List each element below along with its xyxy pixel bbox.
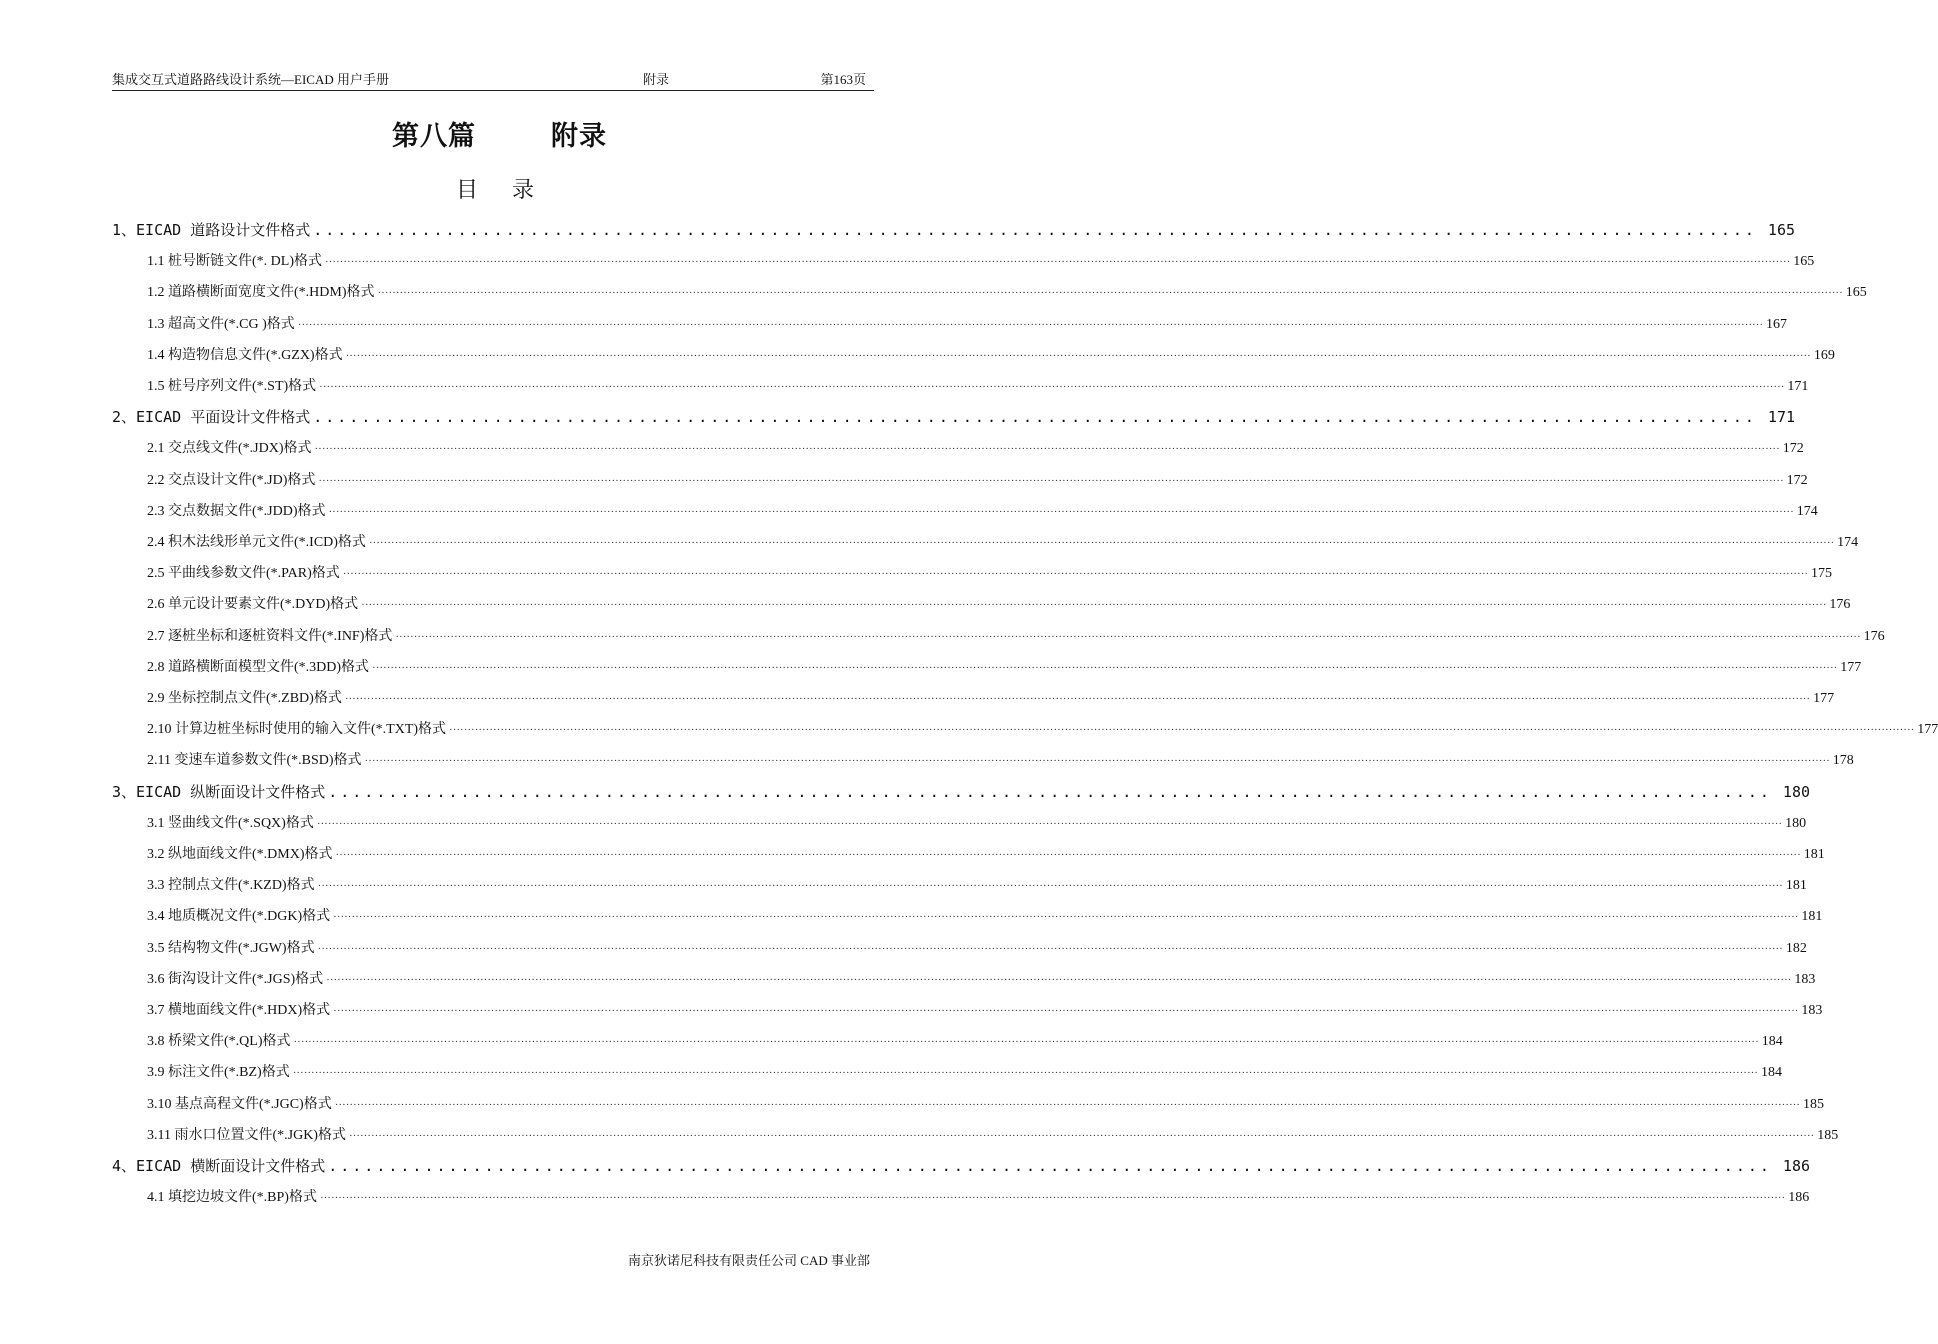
toc-entry-label: 2.2 交点设计文件(*.JD)格式 <box>147 473 316 488</box>
toc-entry-page: 183 <box>1794 972 1816 987</box>
toc-subsection-entry[interactable] <box>147 344 1835 364</box>
dot-leader: ················································································································································································································································································································································································································ <box>319 381 1785 393</box>
toc-entry-page: 186 <box>1788 1190 1810 1205</box>
toc-entry-page: 174 <box>1796 504 1818 519</box>
toc-entry-page: 176 <box>1863 629 1885 644</box>
toc-entry-page: 183 <box>1801 1003 1823 1018</box>
dot-leader: ················································································································································································································································································································································································································ <box>293 1036 1759 1048</box>
toc-subsection-entry[interactable] <box>147 874 1807 894</box>
toc-subsection-entry[interactable] <box>147 843 1825 863</box>
toc-entry-page: 181 <box>1785 878 1807 893</box>
toc-subsection-entry[interactable] <box>147 937 1807 957</box>
page-footer: 南京狄诺尼科技有限责任公司 CAD 事业部 <box>628 1253 870 1268</box>
toc-entry-page: 180 <box>1782 783 1811 801</box>
dot-leader: ........................................................................................................................ <box>313 221 1757 239</box>
dot-leader: ················································································································································································································································································································································································································ <box>449 724 1915 736</box>
dot-leader: ················································································································································································································································································································································································································ <box>317 880 1783 892</box>
dot-leader: ················································································································································································································································································································································································································ <box>364 755 1830 767</box>
toc-entry-page: 182 <box>1785 941 1807 956</box>
toc-subsection-entry[interactable] <box>147 749 1854 769</box>
toc-entry-label: 1.2 道路横断面宽度文件(*.HDM)格式 <box>147 285 375 300</box>
toc-entry-label: 2、EICAD 平面设计文件格式 <box>112 408 311 426</box>
toc-entry-label: 3.5 结构物文件(*.JGW)格式 <box>147 941 315 956</box>
toc-heading: 目录 <box>456 178 569 203</box>
toc-entry-page: 165 <box>1793 254 1815 269</box>
toc-subsection-entry[interactable] <box>147 1061 1782 1081</box>
toc-entry-page: 177 <box>1917 722 1938 737</box>
dot-leader: ........................................................................................................................ <box>328 783 1772 801</box>
toc-entry-page: 171 <box>1787 379 1809 394</box>
toc-entry-label: 2.3 交点数据文件(*.JDD)格式 <box>147 504 326 519</box>
dot-leader: ················································································································································································································································································································································································································ <box>316 818 1783 830</box>
toc-entry-label: 2.1 交点线文件(*.JDX)格式 <box>147 441 312 456</box>
toc-entry-label: 2.4 积木法线形单元文件(*.ICD)格式 <box>147 535 366 550</box>
toc-entry-page: 184 <box>1761 1034 1783 1049</box>
dot-leader: ················································································································································································································································································································································································································ <box>314 443 1780 455</box>
dot-leader: ················································································································································································································································································································································································································ <box>368 537 1835 549</box>
dot-leader: ················································································································································································································································································································································································································ <box>361 599 1827 611</box>
dot-leader: ················································································································································································································································································································································································································ <box>335 849 1801 861</box>
dot-leader: ················································································································································································································································································································································································································ <box>318 475 1784 487</box>
toc-entry-page: 172 <box>1782 441 1804 456</box>
toc-entry-label: 3.7 横地面线文件(*.HDX)格式 <box>147 1003 331 1018</box>
dot-leader: ················································································································································································································································································································································································································ <box>317 943 1783 955</box>
toc-entry-page: 178 <box>1832 753 1854 768</box>
toc-section-entry[interactable] <box>112 219 1796 240</box>
toc-entry-page: 180 <box>1785 816 1807 831</box>
toc-entry-page: 181 <box>1803 847 1825 862</box>
toc-entry-page: 184 <box>1760 1065 1782 1080</box>
toc-subsection-entry[interactable] <box>147 905 1823 925</box>
toc-entry-label: 3.4 地质概况文件(*.DGK)格式 <box>147 909 331 924</box>
toc-entry-page: 174 <box>1837 535 1859 550</box>
dot-leader: ················································································································································································································································································································································································································ <box>345 350 1811 362</box>
dot-leader: ················································································································································································································································································································································································································ <box>333 911 1799 923</box>
dot-leader: ........................................................................................................................ <box>328 1157 1772 1175</box>
toc-subsection-entry[interactable] <box>147 687 1835 707</box>
toc-subsection-entry[interactable] <box>147 1093 1824 1113</box>
toc-subsection-entry[interactable] <box>147 250 1815 270</box>
toc-entry-page: 186 <box>1782 1157 1811 1175</box>
toc-subsection-entry[interactable] <box>147 718 1938 738</box>
toc-entry-label: 2.9 坐标控制点文件(*.ZBD)格式 <box>147 691 342 706</box>
toc-section-entry[interactable] <box>112 781 1811 802</box>
toc-entry-label: 1.1 桩号断链文件(*. DL)格式 <box>147 254 322 269</box>
dot-leader: ················································································································································································································································································································································································································ <box>344 693 1811 705</box>
toc-entry-label: 1.3 超高文件(*.CG )格式 <box>147 317 295 332</box>
toc-entry-page: 185 <box>1802 1097 1824 1112</box>
toc-entry-label: 2.11 变速车道参数文件(*.BSD)格式 <box>147 753 362 768</box>
header-manual-title: 集成交互式道路路线设计系统—EICAD 用户手册 <box>112 72 389 87</box>
toc-entry-page: 169 <box>1813 348 1835 363</box>
toc-entry-label: 1.5 桩号序列文件(*.ST)格式 <box>147 379 317 394</box>
toc-entry-page: 165 <box>1767 221 1796 239</box>
toc-entry-page: 167 <box>1766 317 1788 332</box>
toc-entry-label: 2.7 逐桩坐标和逐桩资料文件(*.INF)格式 <box>147 629 393 644</box>
toc-entry-label: 4.1 填挖边坡文件(*.BP)格式 <box>147 1190 317 1205</box>
dot-leader: ················································································································································································································································································································································································································ <box>328 506 1794 518</box>
toc-section-entry[interactable] <box>112 1155 1811 1176</box>
toc-entry-page: 165 <box>1845 285 1867 300</box>
dot-leader: ················································································································································································································································································································································································································ <box>326 974 1792 986</box>
dot-leader: ················································································································································································································································································································································································································ <box>342 568 1809 580</box>
dot-leader: ················································································································································································································································································································································································································ <box>377 287 1843 299</box>
toc-subsection-entry[interactable] <box>147 437 1804 457</box>
dot-leader: ················································································································································································································································································································································································································ <box>372 662 1838 674</box>
dot-leader: ················································································································································································································································································································································································································ <box>333 1005 1799 1017</box>
toc-entry-page: 176 <box>1829 597 1851 612</box>
toc-entry-page: 177 <box>1840 660 1862 675</box>
toc-subsection-entry[interactable] <box>147 1124 1839 1144</box>
toc-entry-label: 3、EICAD 纵断面设计文件格式 <box>112 783 326 801</box>
toc-entry-label: 1、EICAD 道路设计文件格式 <box>112 221 311 239</box>
dot-leader: ················································································································································································································································································································································································································ <box>319 1192 1786 1204</box>
toc-entry-label: 3.9 标注文件(*.BZ)格式 <box>147 1065 290 1080</box>
toc-entry-page: 185 <box>1817 1128 1839 1143</box>
toc-subsection-entry[interactable] <box>147 562 1833 582</box>
header-page-number: 第163页 <box>820 72 866 87</box>
toc-entry-label: 2.5 平曲线参数文件(*.PAR)格式 <box>147 566 340 581</box>
toc-entry-page: 181 <box>1801 909 1823 924</box>
toc-subsection-entry[interactable] <box>147 999 1823 1019</box>
toc-entry-label: 2.8 道路横断面模型文件(*.3DD)格式 <box>147 660 370 675</box>
toc-entry-label: 3.6 街沟设计文件(*.JGS)格式 <box>147 972 324 987</box>
dot-leader: ················································································································································································································································································································································································································ <box>348 1130 1815 1142</box>
toc-subsection-entry[interactable] <box>147 313 1788 333</box>
toc-entry-label: 3.8 桥梁文件(*.QL)格式 <box>147 1034 291 1049</box>
toc-entry-page: 177 <box>1813 691 1835 706</box>
toc-subsection-entry[interactable] <box>147 469 1808 489</box>
part-number: 第八篇 <box>392 121 476 152</box>
toc-subsection-entry[interactable] <box>147 656 1862 676</box>
toc-entry-label: 3.10 基点高程文件(*.JGC)格式 <box>147 1097 332 1112</box>
toc-entry-label: 3.3 控制点文件(*.KZD)格式 <box>147 878 315 893</box>
header-section: 附录 <box>643 72 670 87</box>
toc-subsection-entry[interactable] <box>147 500 1818 520</box>
toc-entry-label: 1.4 构造物信息文件(*.GZX)格式 <box>147 348 343 363</box>
toc-entry-page: 172 <box>1786 473 1808 488</box>
toc-subsection-entry[interactable] <box>147 625 1885 645</box>
dot-leader: ················································································································································································································································································································································································································ <box>297 319 1764 331</box>
toc-subsection-entry[interactable] <box>147 531 1859 551</box>
toc-entry-label: 3.1 竖曲线文件(*.SQX)格式 <box>147 816 314 831</box>
dot-leader: ················································································································································································································································································································································································································ <box>325 256 1791 268</box>
toc-subsection-entry[interactable] <box>147 1186 1810 1206</box>
toc-entry-label: 2.6 单元设计要素文件(*.DYD)格式 <box>147 597 359 612</box>
toc-entry-label: 4、EICAD 横断面设计文件格式 <box>112 1157 326 1175</box>
toc-subsection-entry[interactable] <box>147 281 1867 301</box>
toc-entry-page: 171 <box>1767 408 1796 426</box>
toc-entry-label: 2.10 计算边桩坐标时使用的输入文件(*.TXT)格式 <box>147 722 447 737</box>
toc-subsection-entry[interactable] <box>147 593 1851 613</box>
toc-subsection-entry[interactable] <box>147 375 1809 395</box>
dot-leader: ················································································································································································································································································································································································································ <box>395 631 1861 643</box>
toc-entry-label: 3.2 纵地面线文件(*.DMX)格式 <box>147 847 333 862</box>
toc-entry-page: 175 <box>1811 566 1833 581</box>
toc-entry-label: 3.11 雨水口位置文件(*.JGK)格式 <box>147 1128 346 1143</box>
dot-leader: ················································································································································································································································································································································································································ <box>292 1067 1758 1079</box>
toc-subsection-entry[interactable] <box>147 812 1807 832</box>
dot-leader: ················································································································································································································································································································································································································ <box>334 1099 1800 1111</box>
toc-subsection-entry[interactable] <box>147 1030 1783 1050</box>
part-name: 附录 <box>551 121 607 152</box>
toc-section-entry[interactable] <box>112 406 1796 427</box>
toc-subsection-entry[interactable] <box>147 968 1816 988</box>
dot-leader: ........................................................................................................................ <box>313 408 1757 426</box>
